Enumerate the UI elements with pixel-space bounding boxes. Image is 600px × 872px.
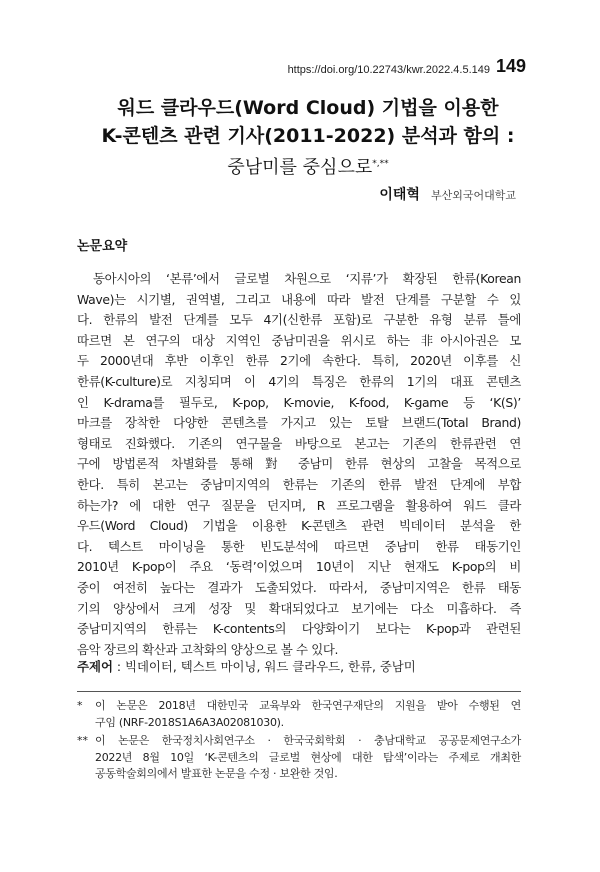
abstract-line: 한다. 특히 본고는 중남미지역의 한류는 기존의 한류 발전 단계에 부합 <box>77 476 521 492</box>
abstract-line: 중이 여전히 높다는 결과가 도출되었다. 따라서, 중남미지역은 한류 태동 <box>77 579 521 595</box>
page-number: 149 <box>495 56 526 76</box>
keywords-separator: : <box>112 659 125 674</box>
abstract-line: 동아시아의 ‘본류’에서 글로벌 차원으로 ‘지류’가 확장된 한류(Korean <box>93 271 521 286</box>
abstract-line: 마크를 장착한 다양한 콘텐츠를 가지고 있는 토탈 브랜드(Total Brand) <box>77 415 521 431</box>
keywords-text: 빅데이터, 텍스트 마이닝, 워드 클라우드, 한류, 중남미 <box>124 659 416 674</box>
abstract-line: 한류(K-culture)로 지칭되며 이 4기의 특징은 한류의 1기의 대표 콘텐츠 <box>77 373 521 389</box>
abstract-line: 하는가? 에 대한 연구 질문을 던지며, R 프로그램을 활용하여 워드 클라 <box>77 497 521 513</box>
abstract-line: 중남미지역의 한류는 K-contents의 다양화이기 보다는 K-pop과 관련된 <box>77 621 521 637</box>
footnote-1 <box>77 698 521 731</box>
abstract-line: 다. 텍스트 마이닝을 통한 빈도분석에 따르면 중남미 한류 태동기인 <box>77 538 521 554</box>
footnote-mark: * <box>77 699 83 712</box>
abstract-line: 구에 방법론적 차별화를 통해 對 중남미 한류 현상의 고찰을 목적으로 <box>77 456 521 472</box>
abstract-line: 2010년 K-pop이 주요 ‘동력’이었으며 10년이 지난 현재도 K-pop의 비 <box>77 559 521 575</box>
author-affiliation: 부산외국어대학교 <box>430 189 516 202</box>
author-name: 이태혁 <box>379 187 420 203</box>
abstract-line: 음악 장르의 확산과 고착화의 양상으로 볼 수 있다. <box>77 641 339 657</box>
abstract-body <box>77 269 521 660</box>
title-footnote-marks[interactable]: *,** <box>372 159 389 169</box>
abstract-line: 다. 한류의 발전 단계를 모두 4기(신한류 포함)로 구분한 유형 분류 틀에 <box>77 312 521 328</box>
abstract-line: 인 K-drama를 필두로, K-pop, K-movie, K-food, K-game 등 ‘K(S)’ <box>77 394 521 410</box>
footnote-mark: ** <box>77 734 88 748</box>
footnote-text <box>95 698 521 731</box>
footnote-line: 2022년 8월 10일 ‘K-콘텐츠의 글로벌 현상에 대한 탐색’이라는 주제로 개최한 <box>95 750 521 764</box>
subtitle-text: 중남미를 중심으로 <box>227 157 373 178</box>
abstract-line: 기의 양상에서 크게 성장 및 확대되었다고 보기에는 다소 미흡하다. 즉 <box>77 600 521 616</box>
title-line-1: 워드 클라우드(Word Cloud) 기법을 이용한 <box>117 97 499 119</box>
footnote-2 <box>77 733 521 783</box>
running-header <box>0 56 600 86</box>
footnote-divider <box>77 691 521 692</box>
footnotes <box>77 698 521 785</box>
title-subtitle <box>88 150 528 182</box>
abstract-line: 두 2000년대 후반 이후인 한류 2기에 속한다. 특히, 2020년 이후를 신 <box>77 353 521 369</box>
abstract-heading: 논문요약 <box>77 239 128 254</box>
abstract-line: 따르면 본 연구의 대상 지역인 중남미권을 위시로 하는 非아시아권은 모 <box>77 332 521 348</box>
keywords-label: 주제어 <box>77 659 113 674</box>
footnote-line: 이 논문은 2018년 대한민국 교육부와 한국연구재단의 지원을 받아 수행된 연 <box>95 699 521 712</box>
footnote-text <box>95 733 521 783</box>
footnote-line: 구임 (NRF-2018S1A6A3A02081030). <box>95 715 284 729</box>
footnote-line: 이 논문은 한국정치사회연구소 · 한국국회학회 · 충남대학교 공공문제연구소가 <box>95 734 521 748</box>
footnote-line: 공동학술회의에서 발표한 논문을 수정 · 보완한 것임. <box>95 767 338 781</box>
article-title <box>88 94 528 182</box>
abstract-line: 형태로 진화했다. 기존의 연구물을 바탕으로 본고는 기존의 한류관련 연 <box>77 435 521 451</box>
keywords <box>77 657 416 675</box>
abstract-line: 우드(Word Cloud) 기법을 이용한 K-콘텐츠 관련 빅데이터 분석을 한 <box>77 518 521 534</box>
doi-link[interactable]: https://doi.org/10.22743/kwr.2022.4.5.149 <box>287 64 490 76</box>
author-block <box>379 184 516 204</box>
abstract-line: Wave)는 시기별, 권역별, 그리고 내용에 따라 발전 단계를 구분할 수 있 <box>77 291 521 307</box>
title-line-2: K-콘텐츠 관련 기사(2011-2022) 분석과 함의 : <box>101 125 515 147</box>
